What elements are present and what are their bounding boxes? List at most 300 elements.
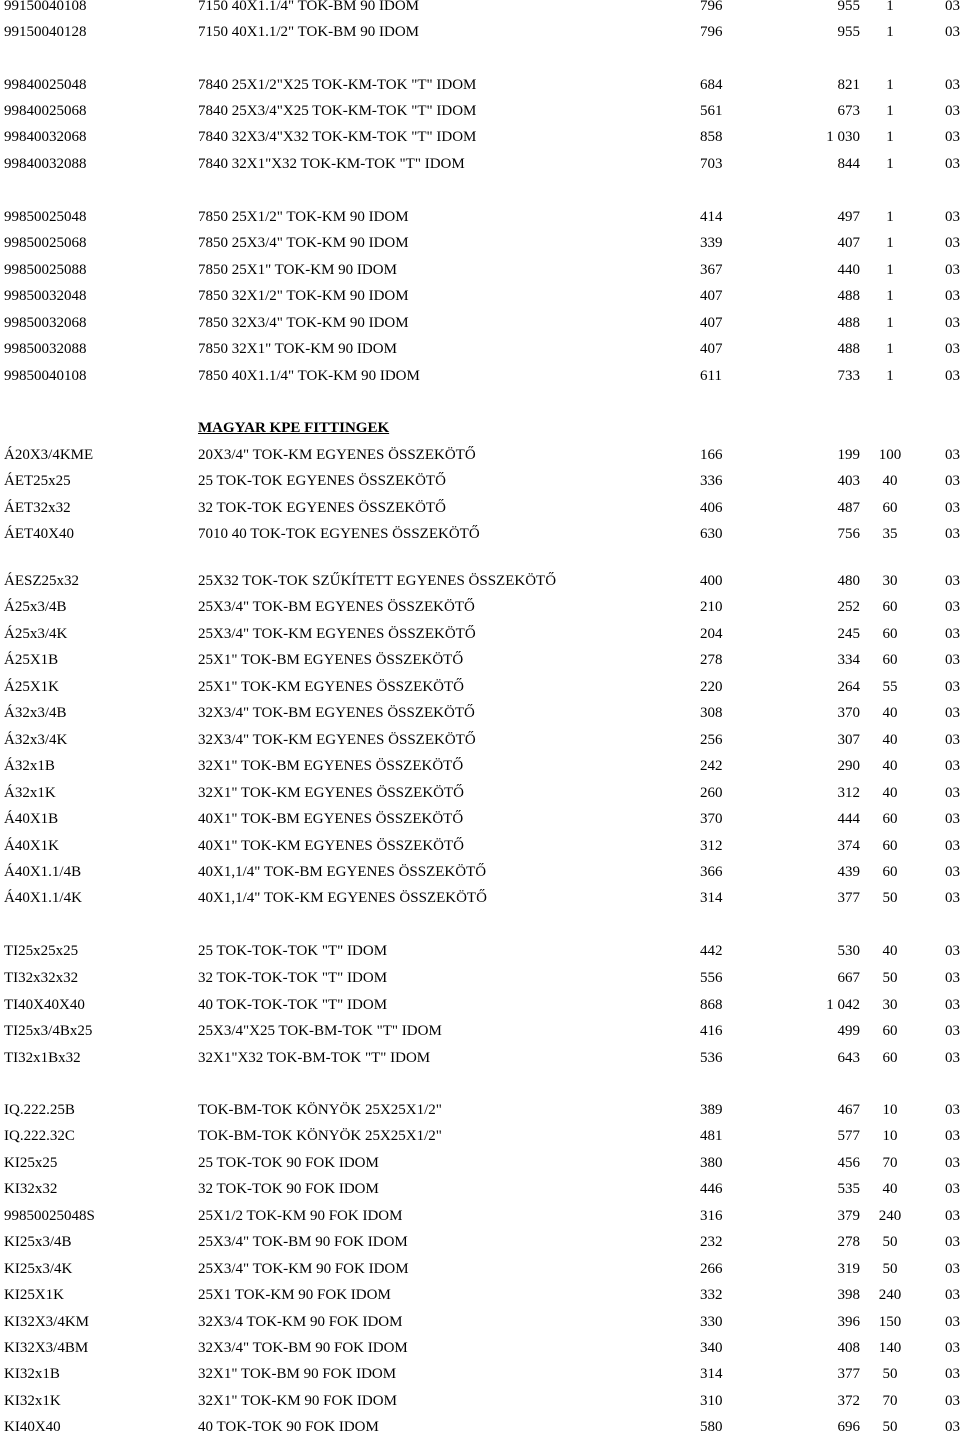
item-description: 20X3/4" TOK-KM EGYENES ÖSSZEKÖTŐ xyxy=(198,447,476,463)
item-price-net: 446 xyxy=(700,1181,723,1197)
item-code: 99840032068 xyxy=(4,129,87,145)
item-price-net: 330 xyxy=(700,1314,723,1330)
item-price-net: 630 xyxy=(700,526,723,542)
table-row xyxy=(0,755,960,777)
item-group-code: 03 xyxy=(945,1340,960,1356)
item-pack-qty: 240 xyxy=(878,1208,902,1224)
item-pack-qty: 1 xyxy=(886,77,894,93)
table-row xyxy=(0,74,960,96)
item-code: TI25x3/4Bx25 xyxy=(4,1023,93,1039)
item-price-gross: 374 xyxy=(837,838,860,854)
item-price-gross: 199 xyxy=(837,447,860,463)
item-description: 25 TOK-TOK EGYENES ÖSSZEKÖTŐ xyxy=(198,473,446,489)
item-price-net: 308 xyxy=(700,705,723,721)
item-pack-qty: 60 xyxy=(882,1023,898,1039)
item-description: 32X3/4 TOK-KM 90 FOK IDOM xyxy=(198,1314,403,1330)
item-price-gross: 1 030 xyxy=(826,129,860,145)
table-row xyxy=(0,1047,960,1069)
item-pack-qty: 1 xyxy=(886,0,894,14)
item-group-code: 03 xyxy=(945,1181,960,1197)
table-row xyxy=(0,1416,960,1438)
item-code: Á40X1.1/4K xyxy=(4,890,82,906)
item-group-code: 03 xyxy=(945,500,960,516)
item-description: 40X1,1/4" TOK-KM EGYENES ÖSSZEKÖTŐ xyxy=(198,890,487,906)
table-row xyxy=(0,259,960,281)
item-code: ÁET40X40 xyxy=(4,526,74,542)
item-description: 32 TOK-TOK EGYENES ÖSSZEKÖTŐ xyxy=(198,500,446,516)
item-price-gross: 667 xyxy=(837,970,860,986)
item-code: IQ.222.32C xyxy=(4,1128,75,1144)
item-price-gross: 278 xyxy=(837,1234,860,1250)
item-code: Á32x3/4K xyxy=(4,732,68,748)
item-description: 7150 40X1.1/4" TOK-BM 90 IDOM xyxy=(198,0,419,14)
item-code: KI32X3/4KM xyxy=(4,1314,89,1330)
item-group-code: 03 xyxy=(945,103,960,119)
table-row xyxy=(0,649,960,671)
item-price-net: 332 xyxy=(700,1287,723,1303)
item-pack-qty: 60 xyxy=(882,838,898,854)
item-description: 7840 32X3/4"X32 TOK-KM-TOK "T" IDOM xyxy=(198,129,477,145)
item-price-gross: 307 xyxy=(837,732,860,748)
item-description: 7850 25X1/2" TOK-KM 90 IDOM xyxy=(198,209,409,225)
item-group-code: 03 xyxy=(945,368,960,384)
item-code: ÁET32x32 xyxy=(4,500,71,516)
item-price-net: 204 xyxy=(700,626,723,642)
item-pack-qty: 50 xyxy=(882,1419,898,1435)
table-row xyxy=(0,1099,960,1121)
item-code: 99850032088 xyxy=(4,341,87,357)
item-price-gross: 440 xyxy=(837,262,860,278)
table-row xyxy=(0,887,960,909)
item-price-net: 278 xyxy=(700,652,723,668)
item-group-code: 03 xyxy=(945,785,960,801)
item-pack-qty: 1 xyxy=(886,368,894,384)
item-description: 40 TOK-TOK-TOK "T" IDOM xyxy=(198,997,388,1013)
table-row xyxy=(0,596,960,618)
item-description: 32X1" TOK-BM EGYENES ÖSSZEKÖTŐ xyxy=(198,758,464,774)
item-price-net: 166 xyxy=(700,447,723,463)
item-group-code: 03 xyxy=(945,1287,960,1303)
item-group-code: 03 xyxy=(945,626,960,642)
item-price-gross: 377 xyxy=(837,1366,860,1382)
item-group-code: 03 xyxy=(945,573,960,589)
item-pack-qty: 1 xyxy=(886,24,894,40)
item-group-code: 03 xyxy=(945,1102,960,1118)
item-pack-qty: 150 xyxy=(878,1314,902,1330)
table-row xyxy=(0,0,960,17)
item-price-gross: 444 xyxy=(837,811,860,827)
item-description: 25X1 TOK-KM 90 FOK IDOM xyxy=(198,1287,391,1303)
item-code: KI40X40 xyxy=(4,1419,61,1435)
item-price-net: 380 xyxy=(700,1155,723,1171)
item-description: 32 TOK-TOK-TOK "T" IDOM xyxy=(198,970,388,986)
item-price-gross: 821 xyxy=(837,77,860,93)
item-price-net: 407 xyxy=(700,341,723,357)
item-pack-qty: 1 xyxy=(886,341,894,357)
item-code: 99840032088 xyxy=(4,156,87,172)
item-pack-qty: 10 xyxy=(882,1102,898,1118)
item-price-gross: 439 xyxy=(837,864,860,880)
item-description: 7850 25X1" TOK-KM 90 IDOM xyxy=(198,262,397,278)
item-pack-qty: 40 xyxy=(882,758,898,774)
item-pack-qty: 1 xyxy=(886,156,894,172)
item-code: KI32x32 xyxy=(4,1181,58,1197)
table-row xyxy=(0,702,960,724)
item-price-gross: 379 xyxy=(837,1208,860,1224)
item-group-code: 03 xyxy=(945,970,960,986)
item-price-net: 340 xyxy=(700,1340,723,1356)
item-code: 99150040108 xyxy=(4,0,87,14)
item-description: 7840 32X1"X32 TOK-KM-TOK "T" IDOM xyxy=(198,156,465,172)
item-description: 25X3/4" TOK-BM EGYENES ÖSSZEKÖTŐ xyxy=(198,599,475,615)
item-pack-qty: 1 xyxy=(886,209,894,225)
item-pack-qty: 40 xyxy=(882,1181,898,1197)
item-price-gross: 408 xyxy=(837,1340,860,1356)
item-pack-qty: 60 xyxy=(882,1050,898,1066)
item-description: 25 TOK-TOK 90 FOK IDOM xyxy=(198,1155,379,1171)
item-price-net: 561 xyxy=(700,103,723,119)
item-price-net: 442 xyxy=(700,943,723,959)
item-price-gross: 530 xyxy=(837,943,860,959)
item-price-gross: 403 xyxy=(837,473,860,489)
item-description: 7850 40X1.1/4" TOK-KM 90 IDOM xyxy=(198,368,420,384)
item-code: KI25X1K xyxy=(4,1287,64,1303)
item-price-net: 314 xyxy=(700,1366,723,1382)
item-description: 40X1,1/4" TOK-BM EGYENES ÖSSZEKÖTŐ xyxy=(198,864,487,880)
item-price-gross: 407 xyxy=(837,235,860,251)
item-code: IQ.222.25B xyxy=(4,1102,75,1118)
item-group-code: 03 xyxy=(945,1023,960,1039)
item-code: 99840025068 xyxy=(4,103,87,119)
item-code: KI32x1K xyxy=(4,1393,61,1409)
table-row xyxy=(0,676,960,698)
item-price-net: 400 xyxy=(700,573,723,589)
item-price-gross: 733 xyxy=(837,368,860,384)
item-group-code: 03 xyxy=(945,0,960,14)
table-row xyxy=(0,285,960,307)
item-pack-qty: 40 xyxy=(882,732,898,748)
item-group-code: 03 xyxy=(945,209,960,225)
item-pack-qty: 140 xyxy=(878,1340,902,1356)
table-row xyxy=(0,1337,960,1359)
item-price-gross: 372 xyxy=(837,1393,860,1409)
item-code: 99850025088 xyxy=(4,262,87,278)
item-pack-qty: 50 xyxy=(882,1234,898,1250)
table-row xyxy=(0,232,960,254)
item-group-code: 03 xyxy=(945,811,960,827)
item-description: 7850 32X1" TOK-KM 90 IDOM xyxy=(198,341,397,357)
item-code: Á25X1B xyxy=(4,652,59,668)
table-row xyxy=(0,126,960,148)
item-code: Á32x1K xyxy=(4,785,56,801)
item-price-net: 314 xyxy=(700,890,723,906)
item-pack-qty: 60 xyxy=(882,652,898,668)
item-description: TOK-BM-TOK KÖNYÖK 25X25X1/2" xyxy=(198,1102,442,1118)
item-price-net: 536 xyxy=(700,1050,723,1066)
item-price-net: 389 xyxy=(700,1102,723,1118)
item-group-code: 03 xyxy=(945,1128,960,1144)
item-group-code: 03 xyxy=(945,997,960,1013)
item-description: 7840 25X3/4"X25 TOK-KM-TOK "T" IDOM xyxy=(198,103,477,119)
item-description: 7850 32X1/2" TOK-KM 90 IDOM xyxy=(198,288,409,304)
table-row xyxy=(0,1390,960,1412)
item-code: Á40X1.1/4B xyxy=(4,864,82,880)
item-price-gross: 955 xyxy=(837,0,860,14)
item-pack-qty: 1 xyxy=(886,262,894,278)
item-price-net: 256 xyxy=(700,732,723,748)
item-group-code: 03 xyxy=(945,526,960,542)
item-price-gross: 456 xyxy=(837,1155,860,1171)
table-row xyxy=(0,1363,960,1385)
item-code: KI32X3/4BM xyxy=(4,1340,89,1356)
table-row xyxy=(0,1311,960,1333)
item-description: 25X1/2 TOK-KM 90 FOK IDOM xyxy=(198,1208,403,1224)
item-price-net: 339 xyxy=(700,235,723,251)
item-description: 25X1" TOK-BM EGYENES ÖSSZEKÖTŐ xyxy=(198,652,464,668)
item-price-net: 242 xyxy=(700,758,723,774)
item-code: 99850025048S xyxy=(4,1208,95,1224)
item-description: 40X1" TOK-KM EGYENES ÖSSZEKÖTŐ xyxy=(198,838,464,854)
table-row xyxy=(0,1205,960,1227)
item-pack-qty: 70 xyxy=(882,1393,898,1409)
item-price-gross: 398 xyxy=(837,1287,860,1303)
item-group-code: 03 xyxy=(945,315,960,331)
item-group-code: 03 xyxy=(945,705,960,721)
item-code: 99850040108 xyxy=(4,368,87,384)
item-code: 99850025068 xyxy=(4,235,87,251)
item-price-net: 858 xyxy=(700,129,723,145)
item-code: 99150040128 xyxy=(4,24,87,40)
item-code: TI32x32x32 xyxy=(4,970,79,986)
item-price-gross: 673 xyxy=(837,103,860,119)
item-price-gross: 497 xyxy=(837,209,860,225)
item-code: 99840025048 xyxy=(4,77,87,93)
item-description: 7010 40 TOK-TOK EGYENES ÖSSZEKÖTŐ xyxy=(198,526,480,542)
item-group-code: 03 xyxy=(945,1234,960,1250)
item-pack-qty: 50 xyxy=(882,890,898,906)
item-group-code: 03 xyxy=(945,732,960,748)
item-description: 32 TOK-TOK 90 FOK IDOM xyxy=(198,1181,379,1197)
item-group-code: 03 xyxy=(945,1261,960,1277)
item-pack-qty: 60 xyxy=(882,599,898,615)
item-pack-qty: 40 xyxy=(882,473,898,489)
item-price-net: 580 xyxy=(700,1419,723,1435)
item-code: Á25x3/4B xyxy=(4,599,67,615)
item-group-code: 03 xyxy=(945,341,960,357)
item-code: 99850032068 xyxy=(4,315,87,331)
item-description: 25X32 TOK-TOK SZŰKÍTETT EGYENES ÖSSZEKÖTŐ xyxy=(198,573,557,589)
item-description: 7850 25X3/4" TOK-KM 90 IDOM xyxy=(198,235,409,251)
item-price-gross: 535 xyxy=(837,1181,860,1197)
item-description: 25X3/4" TOK-KM EGYENES ÖSSZEKÖTŐ xyxy=(198,626,476,642)
item-code: ÁET25x25 xyxy=(4,473,71,489)
item-price-gross: 844 xyxy=(837,156,860,172)
item-group-code: 03 xyxy=(945,838,960,854)
item-price-gross: 370 xyxy=(837,705,860,721)
table-row xyxy=(0,729,960,751)
item-code: Á20X3/4KME xyxy=(4,447,94,463)
item-group-code: 03 xyxy=(945,1314,960,1330)
table-row xyxy=(0,1020,960,1042)
item-price-gross: 756 xyxy=(837,526,860,542)
item-pack-qty: 40 xyxy=(882,943,898,959)
item-price-net: 220 xyxy=(700,679,723,695)
item-description: 32X1"X32 TOK-BM-TOK "T" IDOM xyxy=(198,1050,431,1066)
item-price-gross: 396 xyxy=(837,1314,860,1330)
item-price-net: 407 xyxy=(700,288,723,304)
item-price-net: 481 xyxy=(700,1128,723,1144)
item-price-gross: 467 xyxy=(837,1102,860,1118)
table-row xyxy=(0,21,960,43)
item-group-code: 03 xyxy=(945,262,960,278)
table-row xyxy=(0,100,960,122)
item-price-net: 796 xyxy=(700,24,723,40)
item-description: 25X3/4" TOK-BM 90 FOK IDOM xyxy=(198,1234,408,1250)
item-pack-qty: 35 xyxy=(882,526,898,542)
item-price-net: 316 xyxy=(700,1208,723,1224)
item-price-gross: 480 xyxy=(837,573,860,589)
item-pack-qty: 1 xyxy=(886,129,894,145)
item-price-gross: 487 xyxy=(837,500,860,516)
table-row xyxy=(0,312,960,334)
item-group-code: 03 xyxy=(945,943,960,959)
item-price-gross: 1 042 xyxy=(826,997,860,1013)
item-code: 99850025048 xyxy=(4,209,87,225)
item-description: 32X3/4" TOK-BM EGYENES ÖSSZEKÖTŐ xyxy=(198,705,475,721)
item-price-gross: 312 xyxy=(837,785,860,801)
item-price-gross: 955 xyxy=(837,24,860,40)
item-pack-qty: 240 xyxy=(878,1287,902,1303)
table-row xyxy=(0,994,960,1016)
item-price-net: 367 xyxy=(700,262,723,278)
item-pack-qty: 1 xyxy=(886,288,894,304)
item-price-net: 796 xyxy=(700,0,723,14)
item-description: TOK-BM-TOK KÖNYÖK 25X25X1/2" xyxy=(198,1128,442,1144)
item-group-code: 03 xyxy=(945,473,960,489)
item-group-code: 03 xyxy=(945,24,960,40)
item-group-code: 03 xyxy=(945,599,960,615)
item-group-code: 03 xyxy=(945,447,960,463)
item-group-code: 03 xyxy=(945,1366,960,1382)
table-row xyxy=(0,1284,960,1306)
item-price-gross: 696 xyxy=(837,1419,860,1435)
item-description: 32X3/4" TOK-KM EGYENES ÖSSZEKÖTŐ xyxy=(198,732,476,748)
item-price-gross: 290 xyxy=(837,758,860,774)
item-pack-qty: 1 xyxy=(886,315,894,331)
item-description: 25X1" TOK-KM EGYENES ÖSSZEKÖTŐ xyxy=(198,679,464,695)
item-group-code: 03 xyxy=(945,1393,960,1409)
item-price-net: 312 xyxy=(700,838,723,854)
item-code: TI40X40X40 xyxy=(4,997,85,1013)
table-row xyxy=(0,835,960,857)
item-pack-qty: 55 xyxy=(882,679,898,695)
table-row xyxy=(0,206,960,228)
table-row xyxy=(0,1125,960,1147)
item-price-net: 414 xyxy=(700,209,723,225)
item-price-gross: 334 xyxy=(837,652,860,668)
table-row xyxy=(0,470,960,492)
item-price-net: 868 xyxy=(700,997,723,1013)
item-code: TI25x25x25 xyxy=(4,943,79,959)
table-row xyxy=(0,861,960,883)
item-price-net: 370 xyxy=(700,811,723,827)
item-group-code: 03 xyxy=(945,758,960,774)
item-pack-qty: 30 xyxy=(882,997,898,1013)
item-pack-qty: 30 xyxy=(882,573,898,589)
item-code: TI32x1Bx32 xyxy=(4,1050,81,1066)
item-pack-qty: 40 xyxy=(882,785,898,801)
item-group-code: 03 xyxy=(945,1419,960,1435)
item-price-net: 266 xyxy=(700,1261,723,1277)
item-pack-qty: 60 xyxy=(882,811,898,827)
item-pack-qty: 10 xyxy=(882,1128,898,1144)
item-description: 7850 32X3/4" TOK-KM 90 IDOM xyxy=(198,315,409,331)
item-group-code: 03 xyxy=(945,156,960,172)
table-row xyxy=(0,444,960,466)
item-group-code: 03 xyxy=(945,77,960,93)
item-description: 32X1" TOK-KM EGYENES ÖSSZEKÖTŐ xyxy=(198,785,464,801)
table-row xyxy=(0,570,960,592)
item-pack-qty: 50 xyxy=(882,970,898,986)
item-price-net: 336 xyxy=(700,473,723,489)
section-title: MAGYAR KPE FITTINGEK xyxy=(198,420,390,436)
item-price-net: 703 xyxy=(700,156,723,172)
item-price-net: 684 xyxy=(700,77,723,93)
item-pack-qty: 1 xyxy=(886,103,894,119)
item-pack-qty: 1 xyxy=(886,235,894,251)
item-price-gross: 488 xyxy=(837,341,860,357)
item-price-gross: 377 xyxy=(837,890,860,906)
item-code: Á40X1B xyxy=(4,811,59,827)
item-pack-qty: 40 xyxy=(882,705,898,721)
item-price-net: 406 xyxy=(700,500,723,516)
table-row xyxy=(0,338,960,360)
item-code: KI25x25 xyxy=(4,1155,58,1171)
item-code: ÁESZ25x32 xyxy=(4,573,79,589)
item-pack-qty: 70 xyxy=(882,1155,898,1171)
table-row xyxy=(0,365,960,387)
item-price-net: 232 xyxy=(700,1234,723,1250)
table-row xyxy=(0,623,960,645)
item-price-net: 416 xyxy=(700,1023,723,1039)
item-group-code: 03 xyxy=(945,288,960,304)
table-row xyxy=(0,1258,960,1280)
item-group-code: 03 xyxy=(945,864,960,880)
item-pack-qty: 50 xyxy=(882,1366,898,1382)
table-row xyxy=(0,523,960,545)
table-row xyxy=(0,808,960,830)
item-group-code: 03 xyxy=(945,235,960,251)
item-pack-qty: 60 xyxy=(882,500,898,516)
item-pack-qty: 60 xyxy=(882,626,898,642)
item-group-code: 03 xyxy=(945,890,960,906)
item-group-code: 03 xyxy=(945,1050,960,1066)
item-price-net: 556 xyxy=(700,970,723,986)
item-description: 25 TOK-TOK-TOK "T" IDOM xyxy=(198,943,388,959)
table-row xyxy=(0,1178,960,1200)
item-code: KI25x3/4K xyxy=(4,1261,73,1277)
item-group-code: 03 xyxy=(945,1208,960,1224)
item-pack-qty: 100 xyxy=(878,447,902,463)
item-description: 32X3/4" TOK-BM 90 FOK IDOM xyxy=(198,1340,408,1356)
item-code: KI32x1B xyxy=(4,1366,60,1382)
item-description: 25X3/4"X25 TOK-BM-TOK "T" IDOM xyxy=(198,1023,442,1039)
item-pack-qty: 60 xyxy=(882,864,898,880)
item-code: Á25x3/4K xyxy=(4,626,68,642)
item-code: Á32x1B xyxy=(4,758,55,774)
item-code: Á32x3/4B xyxy=(4,705,67,721)
item-description: 40 TOK-TOK 90 FOK IDOM xyxy=(198,1419,379,1435)
